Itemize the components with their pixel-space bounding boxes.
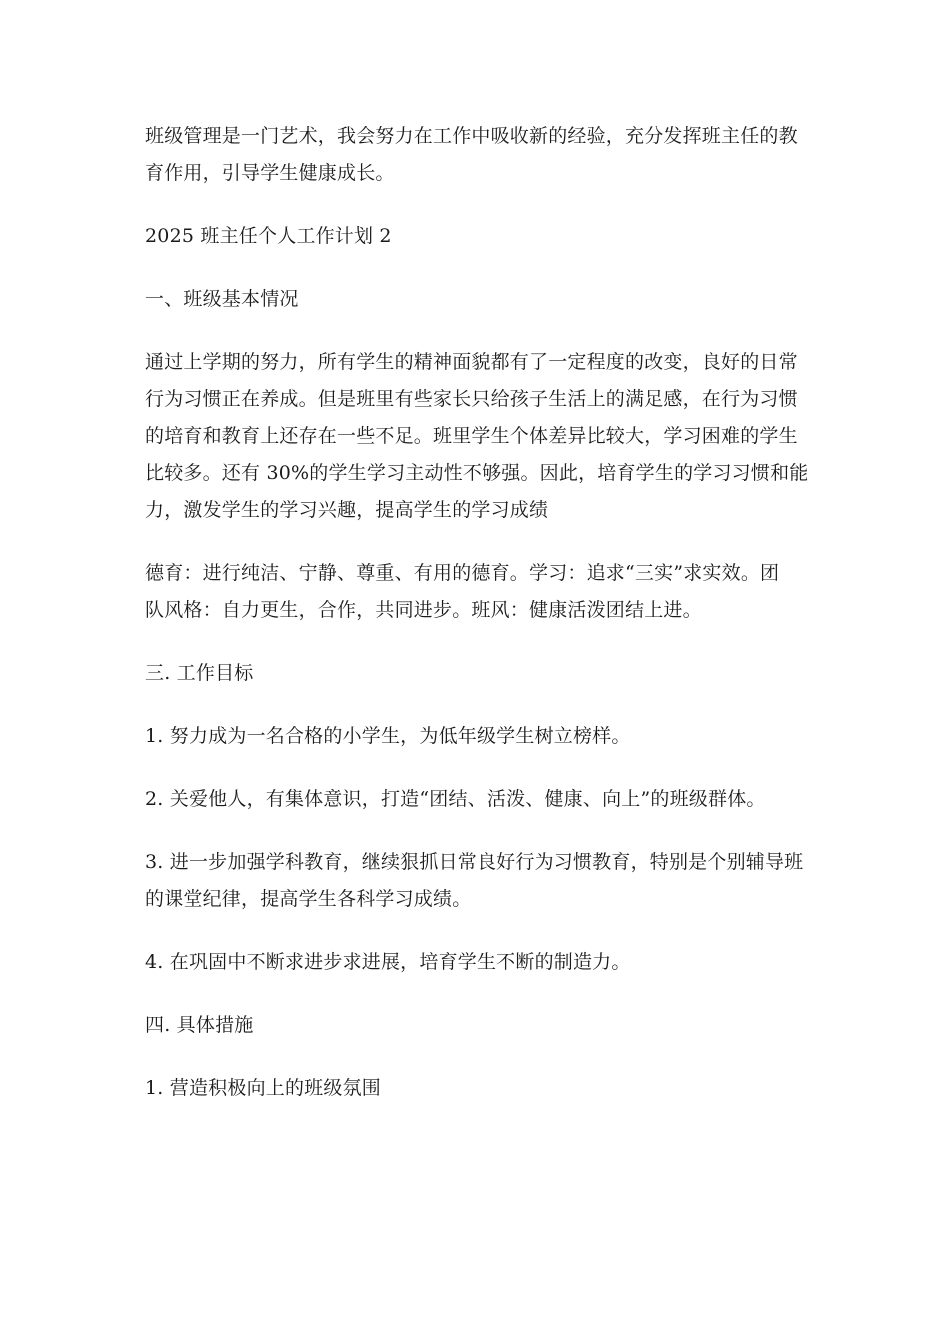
paragraph-intro-conclusion xyxy=(145,118,807,192)
goal-item-3 xyxy=(145,844,807,918)
text-line: 2025 班主任个人工作计划 2 xyxy=(145,225,392,247)
paragraph-moral-education xyxy=(145,555,807,629)
text-line: 育作用，引导学生健康成长。 xyxy=(145,162,395,184)
text-line: 的培育和教育上还存在一些不足。班里学生个体差异比较大，学习困难的学生 xyxy=(145,425,798,447)
goal-item-1 xyxy=(145,718,807,755)
paragraph-class-situation xyxy=(145,344,807,529)
document-page xyxy=(145,118,807,1133)
text-line: 队风格：自力更生，合作，共同进步。班风：健康活泼团结上进。 xyxy=(145,599,702,621)
text-line: 通过上学期的努力，所有学生的精神面貌都有了一定程度的改变，良好的日常 xyxy=(145,351,798,373)
text-line: 1. 营造积极向上的班级氛围 xyxy=(145,1077,381,1099)
text-line: 三. 工作目标 xyxy=(145,662,254,684)
text-line: 班级管理是一门艺术，我会努力在工作中吸收新的经验，充分发挥班主任的教 xyxy=(145,125,798,147)
text-line: 1. 努力成为一名合格的小学生，为低年级学生树立榜样。 xyxy=(145,725,631,747)
text-line: 4. 在巩固中不断求进步求进展，培育学生不断的制造力。 xyxy=(145,951,631,973)
goal-item-2 xyxy=(145,781,807,818)
measure-item-1 xyxy=(145,1070,807,1107)
section-heading-1 xyxy=(145,281,807,318)
text-line: 比较多。还有 30%的学生学习主动性不够强。因此，培育学生的学习习惯和能 xyxy=(145,462,809,484)
goal-item-4 xyxy=(145,944,807,981)
text-line: 2. 关爱他人，有集体意识，打造“团结、活泼、健康、向上”的班级群体。 xyxy=(145,788,766,810)
text-line: 3. 进一步加强学科教育，继续狠抓日常良好行为习惯教育，特别是个别辅导班 xyxy=(145,851,804,873)
text-line: 的课堂纪律，提高学生各科学习成绩。 xyxy=(145,888,472,910)
text-line: 力，激发学生的学习兴趣，提高学生的学习成绩 xyxy=(145,499,549,521)
text-line: 四. 具体措施 xyxy=(145,1014,254,1036)
text-line: 德育：进行纯洁、宁静、尊重、有用的德育。学习：追求“三实”求实效。团 xyxy=(145,562,780,584)
text-line: 行为习惯正在养成。但是班里有些家长只给孩子生活上的满足感，在行为习惯 xyxy=(145,388,798,410)
document-title xyxy=(145,218,807,255)
section-heading-4 xyxy=(145,1007,807,1044)
text-line: 一、班级基本情况 xyxy=(145,288,299,310)
section-heading-3 xyxy=(145,655,807,692)
